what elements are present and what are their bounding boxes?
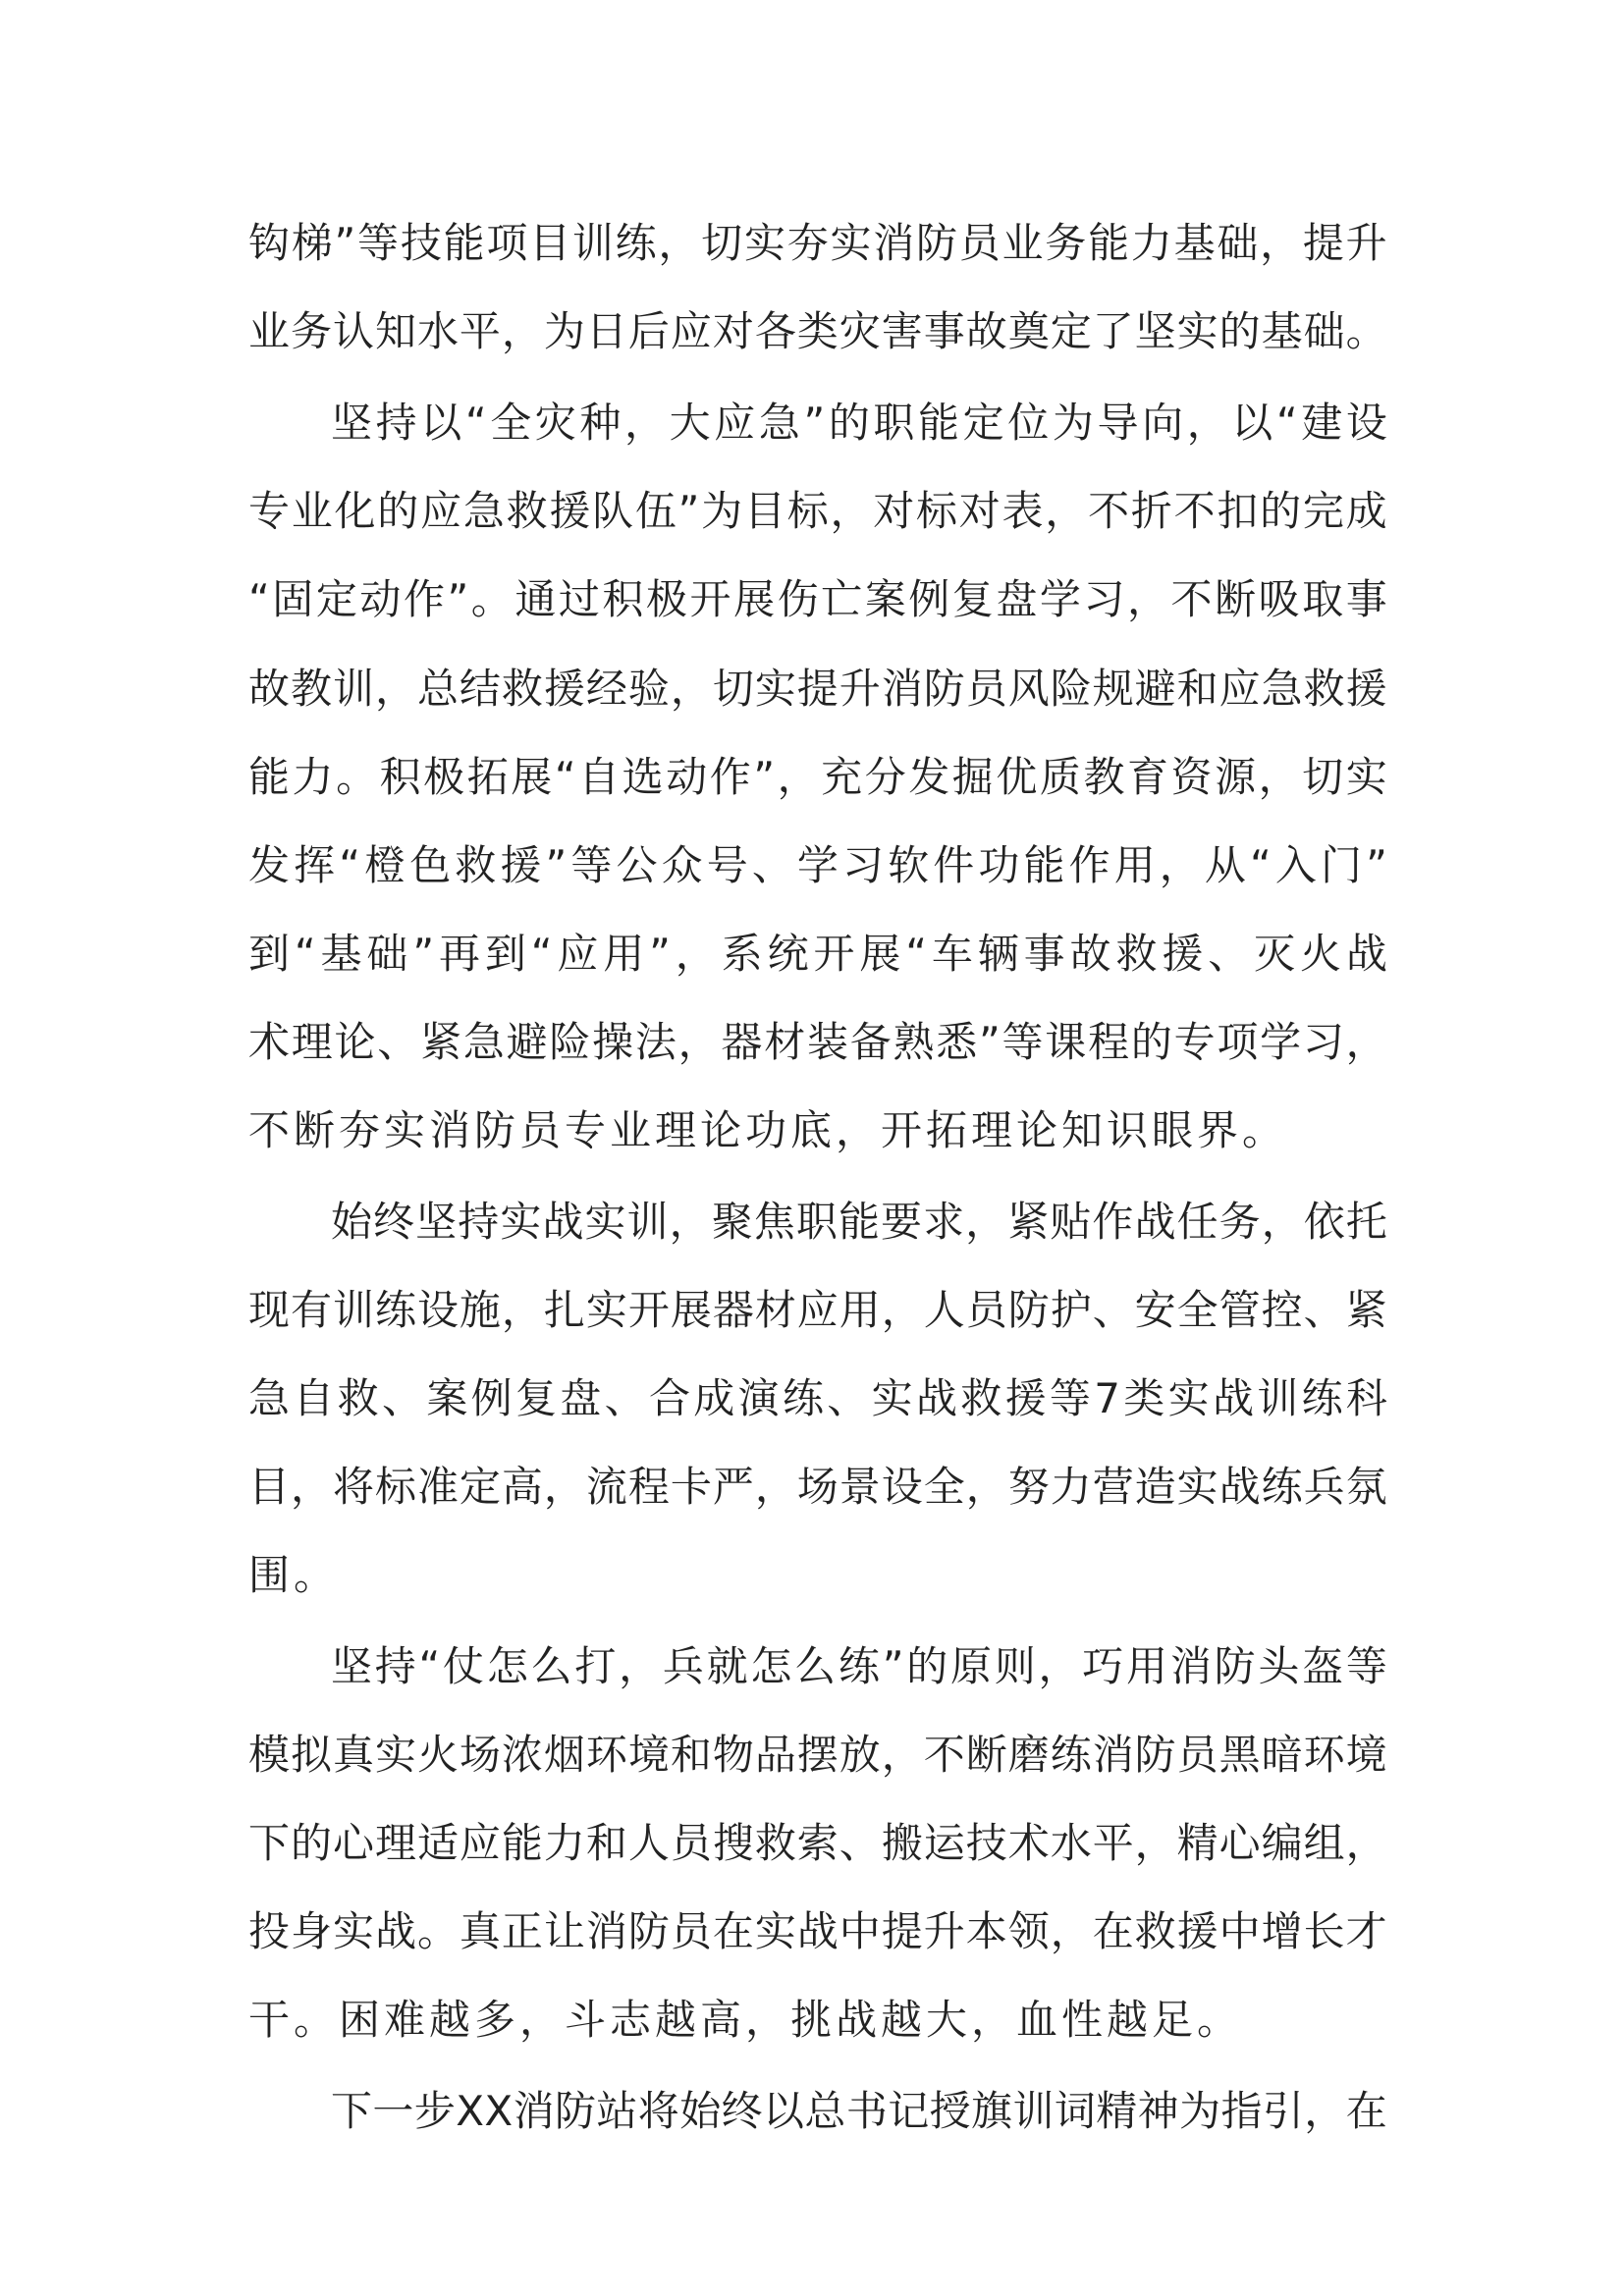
text-line: 发 挥 “ 橙 色 救 援 ” 等 公 众 号 、 学 习 软 件 功 能 作 用 ， 从 “ 入 门 ” (248, 841, 1387, 889)
paragraph-start-line: 坚 持 “ 仗 怎 么 打 ， 兵 就 怎 么 练 ” 的 原 则 ， 巧 用 消 防 头 盔 等 (331, 1642, 1387, 1690)
text-line: 专 业 化 的 应 急 救 援 队 伍 ” 为 目 标 ， 对 标 对 表 ， 不 折 不 扣 的 完 成 (248, 487, 1387, 535)
text-line: 故 教 训 ， 总 结 救 援 经 验 ， 切 实 提 升 消 防 员 风 险 规 避 和 应 急 救 援 (248, 665, 1387, 713)
paragraph-start-line: 坚 持 以 “ 全 灾 种 ， 大 应 急 ” 的 职 能 定 位 为 导 向 ， 以 “ 建 设 (331, 399, 1387, 447)
paragraph-end-line: 干。困难越多，斗志越高，挑战越大，血性越足。 (248, 1996, 1243, 2044)
text-line: 目 ， 将 标 准 定 高 ， 流 程 卡 严 ， 场 景 设 全 ， 努 力 营 造 实 战 练 兵 氛 (248, 1463, 1387, 1511)
text-line: 模 拟 真 实 火 场 浓 烟 环 境 和 物 品 摆 放 ， 不 断 磨 练 消 防 员 黑 暗 环 境 (248, 1731, 1387, 1779)
text-line: 现 有 训 练 设 施 ， 扎 实 开 展 器 材 应 用 ， 人 员 防 护 、 安 全 管 控 、 紧 (248, 1286, 1387, 1334)
text-line: 钩 梯 ” 等 技 能 项 目 训 练 ， 切 实 夯 实 消 防 员 业 务 能 力 基 础 ， 提 升 (248, 219, 1387, 267)
paragraph-start-line: 始 终 坚 持 实 战 实 训 ， 聚 焦 职 能 要 求 ， 紧 贴 作 战 任 务 ， 依 托 (331, 1198, 1387, 1246)
text-line: 到 “ 基 础 ” 再 到 “ 应 用 ” ， 系 统 开 展 “ 车 辆 事 故 救 援 、 灭 火 战 (248, 930, 1387, 978)
text-line: 急 自 救 、 案 例 复 盘 、 合 成 演 练 、 实 战 救 援 等 7 类 实 战 训 练 科 (248, 1374, 1387, 1422)
paragraph-start-line: 下 一 步 X X 消 防 站 将 始 终 以 总 书 记 授 旗 训 词 精 神 为 指 引 ， 在 (331, 2087, 1387, 2135)
paragraph-end-line: 不断夯实消防员专业理论功底，开拓理论知识眼界。 (248, 1106, 1288, 1154)
text-line: 业 务 认 知 水 平 ， 为 日 后 应 对 各 类 灾 害 事 故 奠 定 了 坚 实 的 基 础 。 (248, 307, 1387, 355)
text-line: 能 力 。 积 极 拓 展 “ 自 选 动 作 ” ， 充 分 发 掘 优 质 教 育 资 源 ， 切 实 (248, 753, 1387, 801)
text-line: 下 的 心 理 适 应 能 力 和 人 员 搜 救 索 、 搬 运 技 术 水 平 ， 精 心 编 组 ， (248, 1819, 1387, 1867)
text-line: 投 身 实 战 。 真 正 让 消 防 员 在 实 战 中 提 升 本 领 ， 在 救 援 中 增 长 才 (248, 1907, 1387, 1955)
text-line: 术 理 论 、 紧 急 避 险 操 法 ， 器 材 装 备 熟 悉 ” 等 课 程 的 专 项 学 习 ， (248, 1018, 1387, 1066)
text-line: “ 固 定 动 作 ” 。 通 过 积 极 开 展 伤 亡 案 例 复 盘 学 习 ， 不 断 吸 取 事 (248, 575, 1387, 623)
paragraph-end-line: 围。 (248, 1551, 340, 1599)
